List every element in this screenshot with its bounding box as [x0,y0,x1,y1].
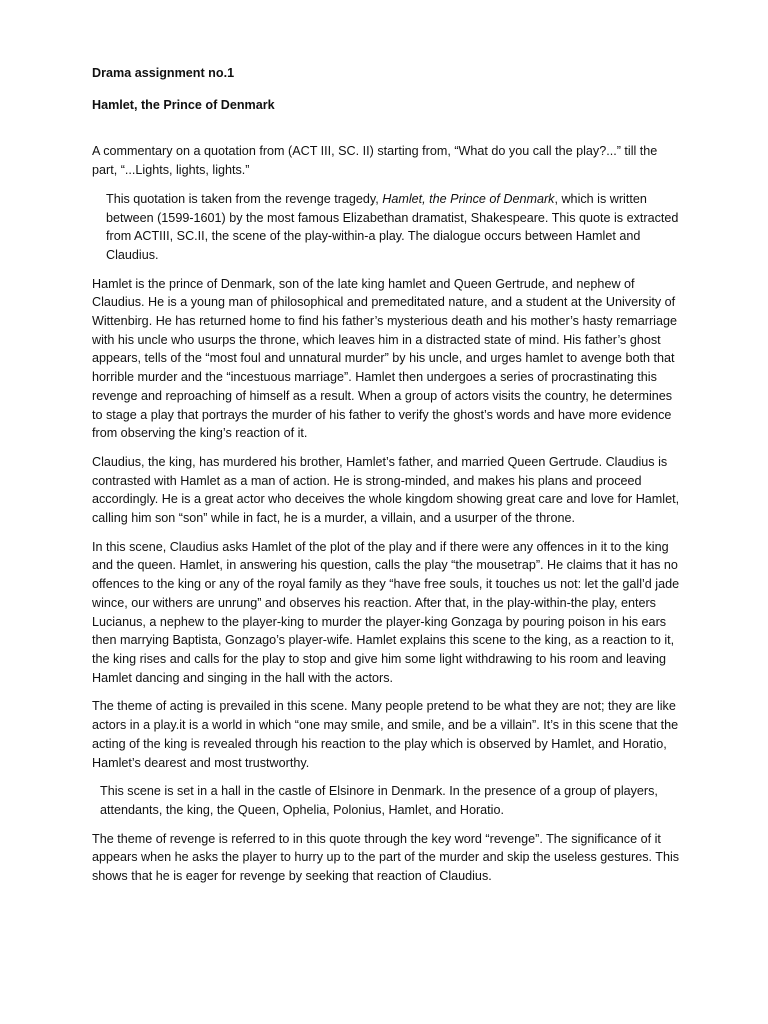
paragraph-theme-revenge: The theme of revenge is referred to in this quote through the key word “revenge”. The significance of it appears when he asks the player to hurry up to the part of the murder and skip the useless gestures. This shows that he is eager for revenge by seeking that reaction of Claudius. [92,831,680,884]
text-span: , which is written between (1599-1601) by the most famous Elizabethan dramatist, Shakespeare. This quote is extracted from ACTIII, SC.II, the scene of the play-within-a play. The dialogue occurs between Hamlet and Claudius. [106,191,679,262]
paragraph-hamlet-character: Hamlet is the prince of Denmark, son of the late king hamlet and Queen Gertrude, and nephew of Claudius. He is a young man of philosophical and premeditated nature, and a student at the University of Wittenbirg. He has returned home to find his father’s mysterious death and his mother’s hasty remarriage with his uncle who usurps the throne, which leaves him in a distracted state of mind. His father’s ghost appears, tells of the “most foul and unnatural murder” by his uncle, and urges hamlet to avenge both that horrible murder and the “incestuous marriage”. Hamlet then undergoes a series of procrastinating this revenge and reproaching of himself as a result. When a group of actors visits the country, he determines to stage a play that portrays the murder of his father to verify the ghost’s words and have more evidence from observing the king’s reaction of it. [92,276,677,441]
paragraph-theme-acting: The theme of acting is prevailed in this scene. Many people pretend to be what they are not; they are like actors in a play.it is a world in which “one may smile, and smile, and be a villain”. It’s in this scene that the acting of the king is revealed through his reaction to the play which is observed by Hamlet, and Horatio, Hamlet’s dearest and most trustworthy. [92,699,679,770]
paragraph-commentary-intro: A commentary on a quotation from (ACT III, SC. II) starting from, “What do you call the play?...” till the part, “...Lights, lights, lights.” [92,144,658,178]
paragraph-setting: This scene is set in a hall in the castle of Elsinore in Denmark. In the presence of a group of players, attendants, the king, the Queen, Ophelia, Polonius, Hamlet, and Horatio. [100,784,658,817]
paragraph-claudius-character: Claudius, the king, has murdered his brother, Hamlet’s father, and married Queen Gertrude. Claudius is contrasted with Hamlet as a man of action. He is strong-minded, and makes his plans and proceed accordingly. He is a great actor who deceives the whole kingdom showing great care and love for Hamlet, calling him son “son” while in fact, he is a murder, a villain, and a usurper of the throne. [92,454,680,526]
paragraph-scene-summary: In this scene, Claudius asks Hamlet of the plot of the play and if there were any offences in it to the king and the queen. Hamlet, in answering his question, calls the play “the mousetrap”. He claims that it has no offences to the king or any of the royal family as they “have free souls, it touches us not: let the gall’d jade wince, our withers are unrung” and observes his reaction. After that, in the play-within-the play, enters Lucianus, a nephew to the player-king to murder the player-king Gonzaga by pouring poison in his ears then marrying Baptista, Gonzago’s player-wife. Hamlet explains this scene to the king, as a reaction to it, the king rises and calls for the play to stop and give him some light withdrawing to his room and leaving Hamlet dancing and singing in the hall with the actors. [92,539,680,685]
document-title: Hamlet, the Prince of Denmark [92,97,275,112]
assignment-heading: Drama assignment no.1 [92,66,235,80]
paragraph-quotation-source [92,190,682,265]
play-title-italic: Hamlet, the Prince of Denmark [382,191,555,206]
text-span: This quotation is taken from the revenge tragedy, [106,191,383,206]
document-body [92,64,682,896]
